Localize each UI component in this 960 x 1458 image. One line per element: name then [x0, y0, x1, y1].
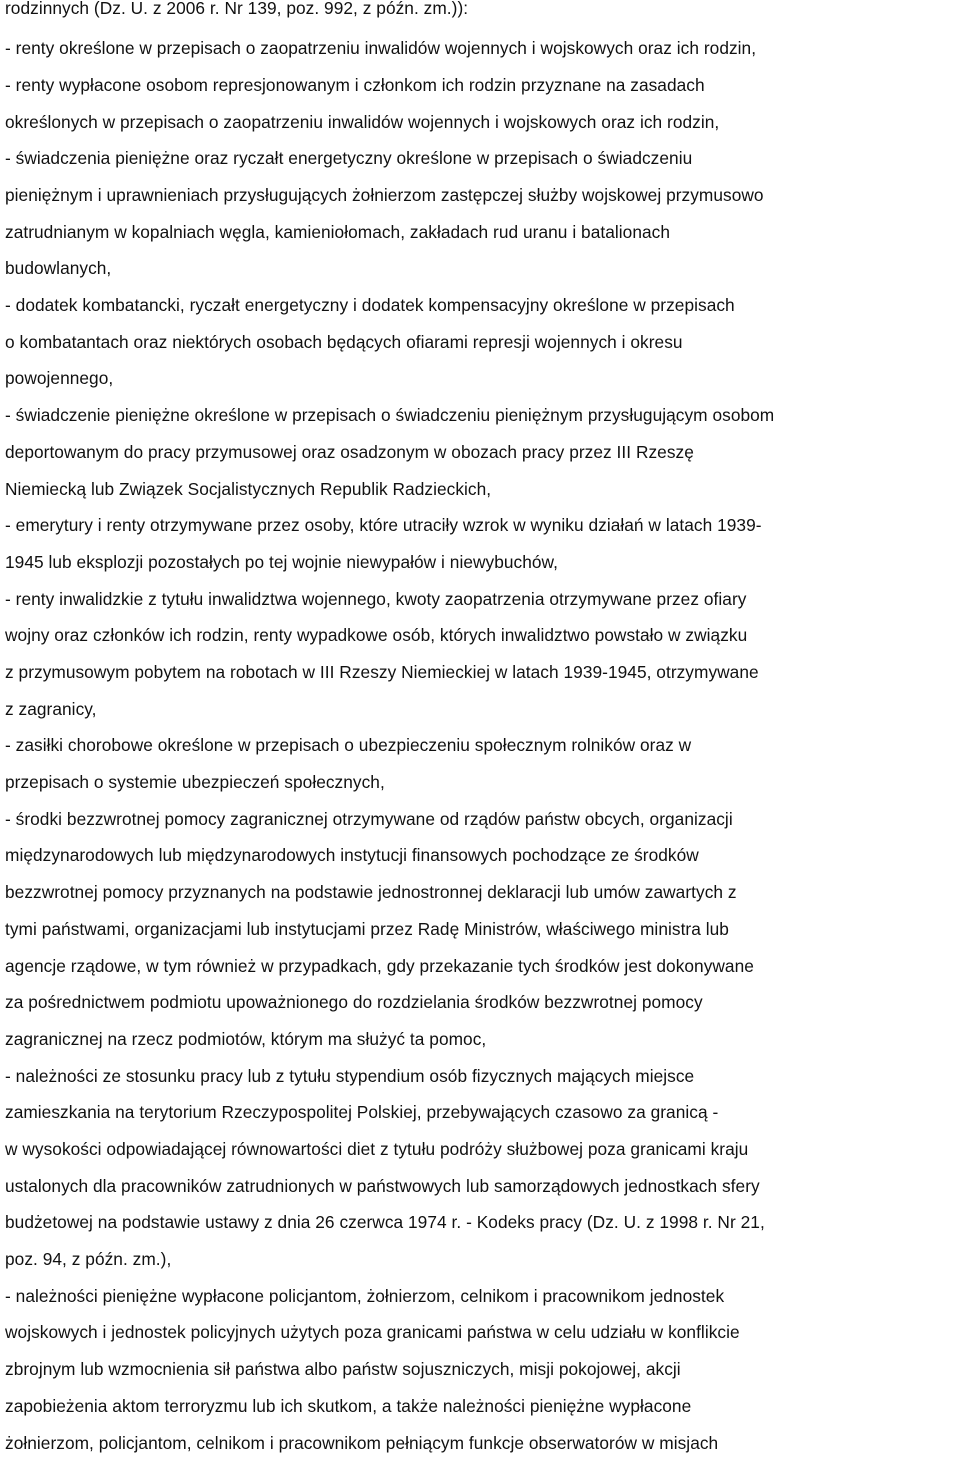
text-line-17: - renty inwalidzkie z tytułu inwalidztwa wojennego, kwoty zaopatrzenia otrzymywane przez ofiary: [5, 589, 747, 609]
text-line-19: z przymusowym pobytem na robotach w III Rzeszy Niemieckiej w latach 1939-1945, otrzymywane: [5, 662, 759, 682]
text-line-10: o kombatantach oraz niektórych osobach będących ofiarami represji wojennych i okresu: [5, 332, 683, 352]
text-line-22: przepisach o systemie ubezpieczeń społecznych,: [5, 772, 385, 792]
text-line-32: w wysokości odpowiadającej równowartości diet z tytułu podróży służbowej poza granicami kraju: [5, 1139, 749, 1159]
text-line-31: zamieszkania na terytorium Rzeczypospolitej Polskiej, przebywających czasowo za granicą -: [5, 1102, 719, 1122]
text-line-29: zagranicznej na rzecz podmiotów, którym ma służyć ta pomoc,: [5, 1029, 487, 1049]
text-line-1: rodzinnych (Dz. U. z 2006 r. Nr 139, poz. 992, z późn. zm.)):: [5, 0, 469, 18]
text-line-26: tymi państwami, organizacjami lub instytucjami przez Radę Ministrów, właściwego ministra lub: [5, 919, 729, 939]
text-line-30: - należności ze stosunku pracy lub z tytułu stypendium osób fizycznych mających miejsce: [5, 1066, 695, 1086]
text-line-23: - środki bezzwrotnej pomocy zagranicznej otrzymywane od rządów państw obcych, organizacji: [5, 809, 733, 829]
text-line-21: - zasiłki chorobowe określone w przepisach o ubezpieczeniu społecznym rolników oraz w: [5, 735, 692, 755]
text-line-6: pieniężnym i uprawnieniach przysługujących żołnierzom zastępczej służby wojskowej przymusowo: [5, 185, 764, 205]
text-line-25: bezzwrotnej pomocy przyznanych na podstawie jednostronnej deklaracji lub umów zawartych z: [5, 882, 737, 902]
text-line-27: agencje rządowe, w tym również w przypadkach, gdy przekazanie tych środków jest dokonywane: [5, 956, 754, 976]
text-line-14: Niemiecką lub Związek Socjalistycznych Republik Radzieckich,: [5, 479, 492, 499]
text-line-3: - renty wypłacone osobom represjonowanym i członkom ich rodzin przyznane na zasadach: [5, 75, 705, 95]
text-line-39: zapobieżenia aktom terroryzmu lub ich skutkom, a także należności pieniężne wypłacone: [5, 1396, 692, 1416]
text-line-20: z zagranicy,: [5, 699, 97, 719]
text-line-24: międzynarodowych lub międzynarodowych instytucji finansowych pochodzące ze środków: [5, 845, 699, 865]
text-line-7: zatrudnianym w kopalniach węgla, kamieniołomach, zakładach rud uranu i batalionach: [5, 222, 671, 242]
text-line-18: wojny oraz członków ich rodzin, renty wypadkowe osób, których inwalidztwo powstało w związku: [5, 625, 748, 645]
text-line-35: poz. 94, z późn. zm.),: [5, 1249, 172, 1269]
text-line-5: - świadczenia pieniężne oraz ryczałt energetyczny określone w przepisach o świadczeniu: [5, 148, 693, 168]
text-line-11: powojennego,: [5, 368, 114, 388]
text-line-34: budżetowej na podstawie ustawy z dnia 26 czerwca 1974 r. - Kodeks pracy (Dz. U. z 1998 r. Nr 21,: [5, 1212, 765, 1232]
text-line-12: - świadczenie pieniężne określone w przepisach o świadczeniu pieniężnym przysługującym osobom: [5, 405, 775, 425]
text-line-36: - należności pieniężne wypłacone policjantom, żołnierzom, celnikom i pracownikom jednostek: [5, 1286, 725, 1306]
text-line-40: żołnierzom, policjantom, celnikom i pracownikom pełniącym funkcje obserwatorów w misjach: [5, 1433, 719, 1453]
text-line-13: deportowanym do pracy przymusowej oraz osadzonym w obozach pracy przez III Rzeszę: [5, 442, 694, 462]
text-line-2: - renty określone w przepisach o zaopatrzeniu inwalidów wojennych i wojskowych oraz ich rodzin,: [5, 38, 757, 58]
text-line-38: zbrojnym lub wzmocnienia sił państwa albo państw sojuszniczych, misji pokojowej, akcji: [5, 1359, 681, 1379]
text-line-4: określonych w przepisach o zaopatrzeniu inwalidów wojennych i wojskowych oraz ich rodzin,: [5, 112, 720, 132]
text-line-9: - dodatek kombatancki, ryczałt energetyczny i dodatek kompensacyjny określone w przepisach: [5, 295, 735, 315]
text-line-8: budowlanych,: [5, 258, 112, 278]
text-line-16: 1945 lub eksplozji pozostałych po tej wojnie niewypałów i niewybuchów,: [5, 552, 558, 572]
text-line-33: ustalonych dla pracowników zatrudnionych w państwowych lub samorządowych jednostkach sfery: [5, 1176, 760, 1196]
text-line-28: za pośrednictwem podmiotu upoważnionego do rozdzielania środków bezzwrotnej pomocy: [5, 992, 703, 1012]
text-line-37: wojskowych i jednostek policyjnych użytych poza granicami państwa w celu udziału w konflikcie: [5, 1322, 740, 1342]
text-line-15: - emerytury i renty otrzymywane przez osoby, które utraciły wzrok w wyniku działań w latach 1939-: [5, 515, 762, 535]
